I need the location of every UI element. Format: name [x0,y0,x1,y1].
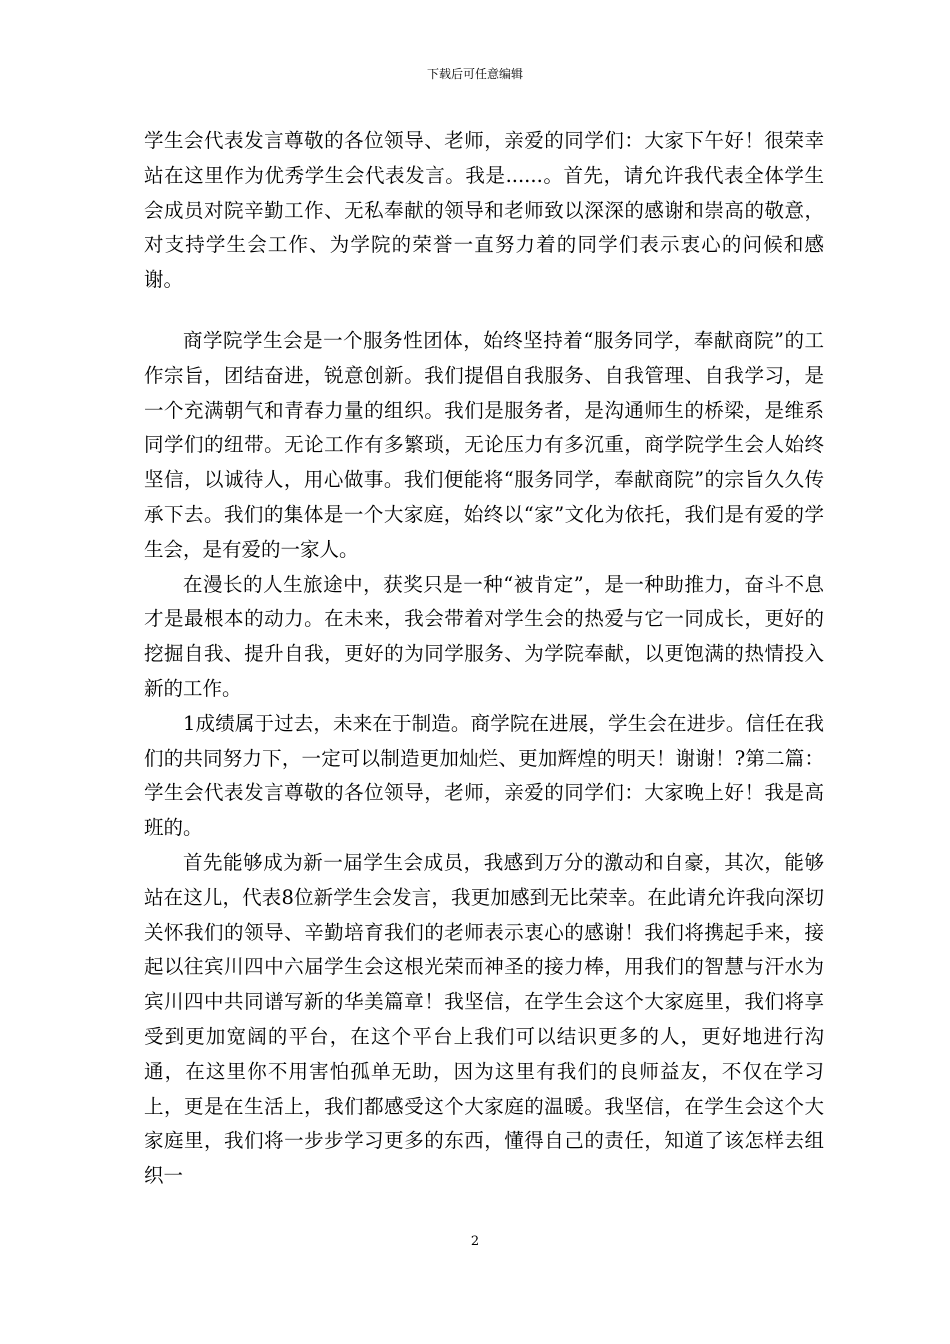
paragraph-5: 首先能够成为新一届学生会成员，我感到万分的激动和自豪，其次，能够站在这儿，代表8位新学生会发言，我更加感到无比荣幸。在此请允许我向深切关怀我们的领导、辛勤培育我们的老师表示衷心的感谢！我们将携起手来，接起以往宾川四中六届学生会这根光荣而神圣的接力棒，用我们的智慧与汗水为宾川四中共同谱写新的华美篇章！我坚信，在学生会这个大家庭里，我们将享受到更加宽阔的平台，在这个平台上我们可以结识更多的人，更好地进行沟通，在这里你不用害怕孤单无助，因为这里有我们的良师益友，不仅在学习上，更是在生活上，我们都感受这个大家庭的温暖。我坚信，在学生会这个大家庭里，我们将一步步学习更多的东西，懂得自己的责任，知道了该怎样去组织一 [144,850,824,1188]
page-header: 下载后可任意编辑 [426,67,523,81]
page-number: 2 [470,1234,480,1249]
paragraph-3: 在漫长的人生旅途中，获奖只是一种“被肯定”，是一种助推力，奋斗不息才是最根本的动力。在未来，我会带着对学生会的热爱与它一同成长，更好的挖掘自我、提升自我，更好的为同学服务、为学院奉献，以更饱满的热情投入新的工作。 [144,572,824,700]
paragraph-2: 商学院学生会是一个服务性团体，始终坚持着“服务同学，奉献商院”的工作宗旨，团结奋进，锐意创新。我们提倡自我服务、自我管理、自我学习，是一个充满朝气和青春力量的组织。我们是服务者，是沟通师生的桥梁，是维系同学们的纽带。无论工作有多繁琐，无论压力有多沉重，商学院学生会人始终坚信，以诚待人，用心做事。我们便能将“服务同学，奉献商院”的宗旨久久传承下去。我们的集体是一个大家庭，始终以“家”文化为依托，我们是有爱的学生会，是有爱的一家人。 [144,328,824,561]
document-body [144,124,824,1194]
paragraph-1: 学生会代表发言尊敬的各位领导、老师，亲爱的同学们：大家下午好！很荣幸站在这里作为优秀学生会代表发言。我是......。首先，请允许我代表全体学生会成员对院辛勤工作、无私奉献的领导和老师致以深深的感谢和崇高的敬意，对支持学生会工作、为学院的荣誉一直努力着的同学们表示衷心的问候和感谢。 [144,129,824,292]
paragraph-spacer [144,298,824,324]
paragraph-4: 1成绩属于过去，未来在于制造。商学院在进展，学生会在进步。信任在我们的共同努力下，一定可以制造更加灿烂、更加辉煌的明天！谢谢！?第二篇：学生会代表发言尊敬的各位领导，老师，亲爱的同学们：大家晚上好！我是高班的。 [144,711,824,840]
